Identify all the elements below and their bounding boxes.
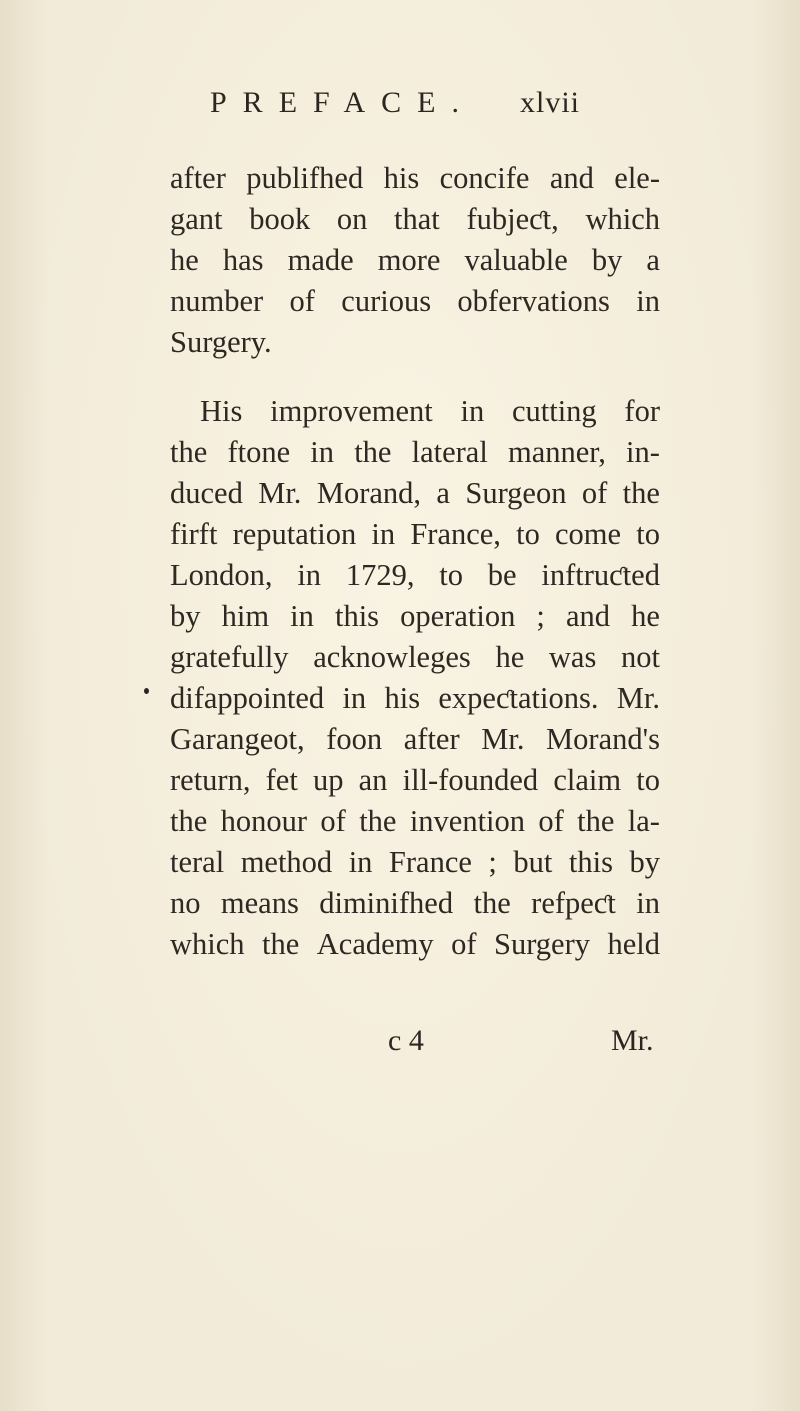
text-line: he has made more valuable by a xyxy=(170,243,660,277)
text-line: number of curious obfervations in xyxy=(170,284,660,318)
running-head-title: PREFACE. xyxy=(210,86,475,119)
text-line: which the Academy of Surgery held xyxy=(170,927,660,961)
text-line: no means diminifhed the refpeƈt in xyxy=(170,886,660,920)
text-line: the honour of the invention of the la- xyxy=(170,804,660,838)
page-number: xlvii xyxy=(520,86,581,119)
text-line: return, fet up an ill-founded claim to xyxy=(170,763,660,797)
body-text xyxy=(170,158,660,965)
catchword: Mr. xyxy=(611,1024,654,1057)
text-line: teral method in France ; but this by xyxy=(170,845,660,879)
text-line: duced Mr. Morand, a Surgeon of the xyxy=(170,476,660,510)
text-line: by him in this operation ; and he xyxy=(170,599,660,633)
running-head xyxy=(210,78,610,128)
text-line: gratefully acknowleges he was not xyxy=(170,640,660,674)
paragraph-1 xyxy=(170,158,660,363)
signature-mark: c 4 xyxy=(388,1024,424,1057)
text-line: Surgery. xyxy=(170,325,272,359)
page-footer xyxy=(170,1020,660,1061)
text-line: after publifhed his concife and ele- xyxy=(170,161,660,195)
text-line: gant book on that fubjeƈt, which xyxy=(170,202,660,236)
text-line: Garangeot, foon after Mr. Morand's xyxy=(170,722,660,756)
ink-speck xyxy=(144,688,149,694)
paragraph-2 xyxy=(170,391,660,965)
text-line: the ftone in the lateral manner, in- xyxy=(170,435,660,469)
text-line: His improvement in cutting for xyxy=(200,394,660,428)
text-line: London, in 1729, to be inftruƈted xyxy=(170,558,660,592)
text-line: difappointed in his expeƈtations. Mr. xyxy=(170,681,660,715)
text-line: firft reputation in France, to come to xyxy=(170,517,660,551)
